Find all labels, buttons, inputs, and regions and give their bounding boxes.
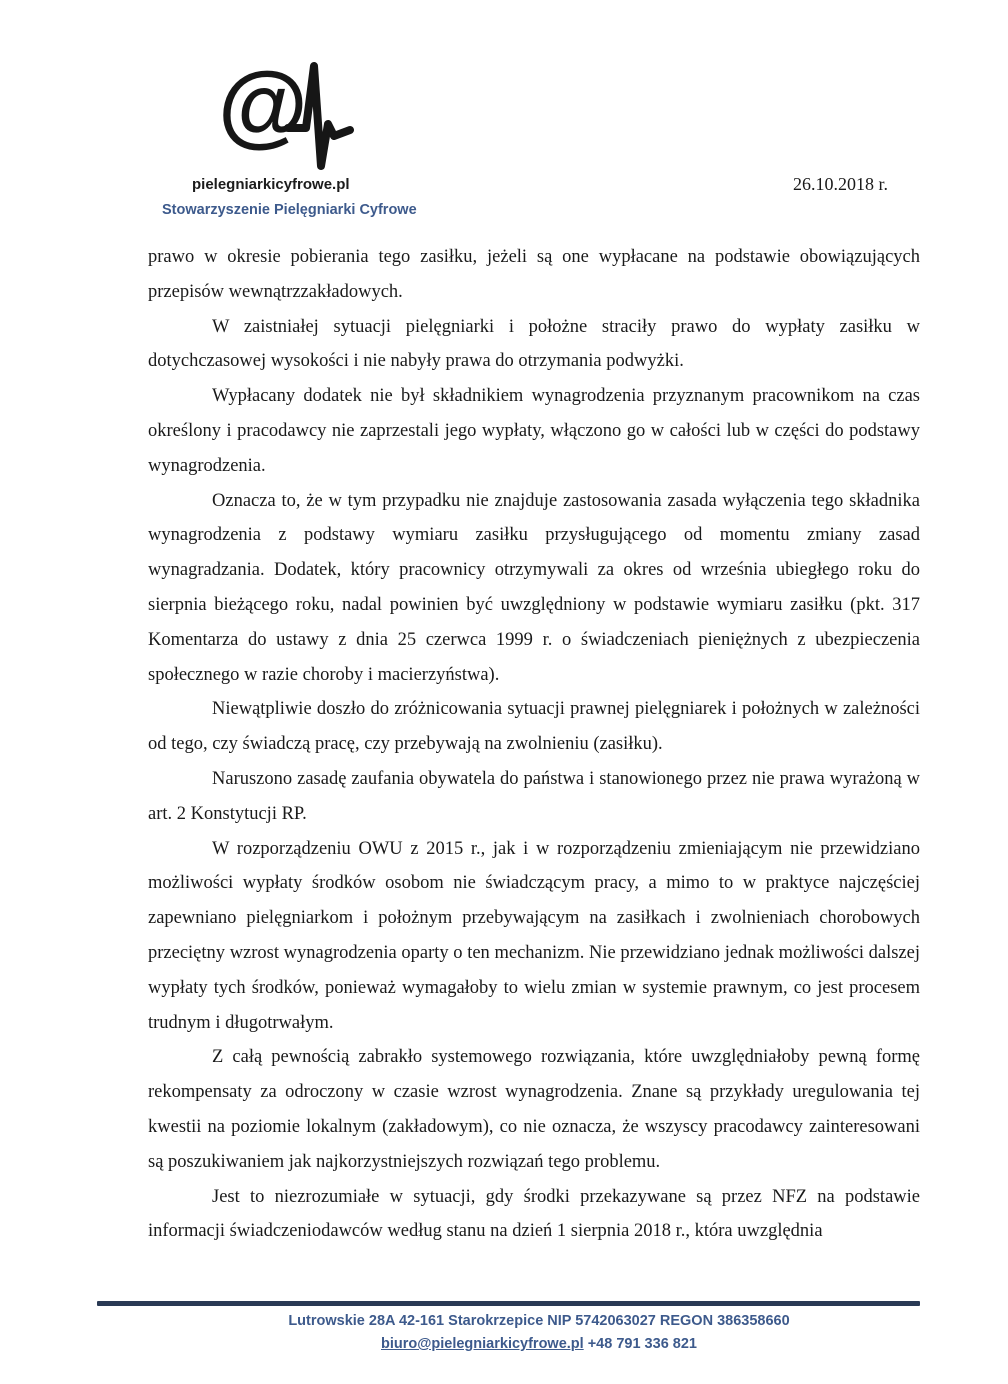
paragraph: Wypłacany dodatek nie był składnikiem wynagrodzenia przyznanym pracownikom na czas określony i pracodawcy nie zaprzestali jego wypłaty, włączono go w całości lub w części do podstawy wynagrodzenia. — [148, 386, 920, 476]
org-name: Stowarzyszenie Pielęgniarki Cyfrowe — [162, 202, 417, 218]
footer-divider — [97, 1301, 920, 1306]
footer-contact — [0, 1336, 1008, 1352]
footer-email-link[interactable]: biuro@pielegniarkicyfrowe.pl — [381, 1336, 584, 1352]
org-domain: pielegniarkicyfrowe.pl — [192, 176, 350, 193]
paragraph: Jest to niezrozumiałe w sytuacji, gdy środki przekazywane są przez NFZ na podstawie informacji świadczeniodawców według stanu na dzień 1 sierpnia 2018 r., która uwzględnia — [148, 1186, 920, 1242]
paragraph: Naruszono zasadę zaufania obywatela do państwa i stanowionego przez nie prawa wyrażoną w art. 2 Konstytucji RP. — [148, 768, 920, 824]
logo-icon — [218, 58, 358, 176]
paragraph: Oznacza to, że w tym przypadku nie znajduje zastosowania zasada wyłączenia tego składnika wynagrodzenia z podstawy wymiaru zasiłku przysługującego od momentu zmiany zasad wynagradzania. Dodatek, który pracownicy otrzymywali za okres od września ubiegłego roku do sierpnia bieżącego roku, nadal powinien być uwzględniony w podstawie wymiaru zasiłku (pkt. 317 Komentarza do ustawy z dnia 25 czerwca 1999 r. o świadczeniach pieniężnych z ubezpieczenia społecznego w razie choroby i macierzyństwa). — [148, 490, 920, 685]
footer-phone: +48 791 336 821 — [583, 1336, 697, 1352]
footer-address: Lutrowskie 28A 42-161 Starokrzepice NIP 5742063027 REGON 386358660 — [288, 1313, 790, 1329]
paragraph: Niewątpliwie doszło do zróżnicowania sytuacji prawnej pielęgniarek i położnych w zależności od tego, czy świadczą pracę, czy przebywają na zwolnieniu (zasiłku). — [148, 699, 920, 755]
letter-body — [148, 240, 920, 1249]
paragraph: W zaistniałej sytuacji pielęgniarki i położne straciły prawo do wypłaty zasiłku w dotychczasowej wysokości i nie nabyły prawa do otrzymania podwyżki. — [148, 316, 920, 372]
paragraph: Z całą pewnością zabrakło systemowego rozwiązania, które uwzględniałoby pewną formę rekompensaty za odroczony w czasie wzrost wynagrodzenia. Znane są przykłady uregulowania tej kwestii na poziomie lokalnym (zakładowym), co nie oznacza, że wszyscy pracodawcy zainteresowani są poszukiwaniem jak najkorzystniejszych rozwiązań tego problemu. — [148, 1047, 920, 1172]
paragraph: prawo w okresie pobierania tego zasiłku, jeżeli są one wypłacane na podstawie obowiązujących przepisów wewnątrzzakładowych. — [148, 247, 920, 302]
logo-at-symbol: @ — [218, 58, 308, 156]
paragraph: W rozporządzeniu OWU z 2015 r., jak i w rozporządzeniu zmieniającym nie przewidziano możliwości wypłaty środków osobom nie świadczącym pracy, a mimo to w praktyce najczęściej zapewniano pielęgniarkom i położnym przebywającym na zasiłkach i zwolnieniach chorobowych przeciętny wzrost wynagrodzenia oparty o ten mechanizm. Nie przewidziano jednak możliwości dalszej wypłaty tych środków, ponieważ wymagałoby to wielu zmian w systemie prawnym, co jest procesem trudnym i długotrwałym. — [148, 838, 920, 1033]
letter-date: 26.10.2018 r. — [793, 174, 889, 194]
